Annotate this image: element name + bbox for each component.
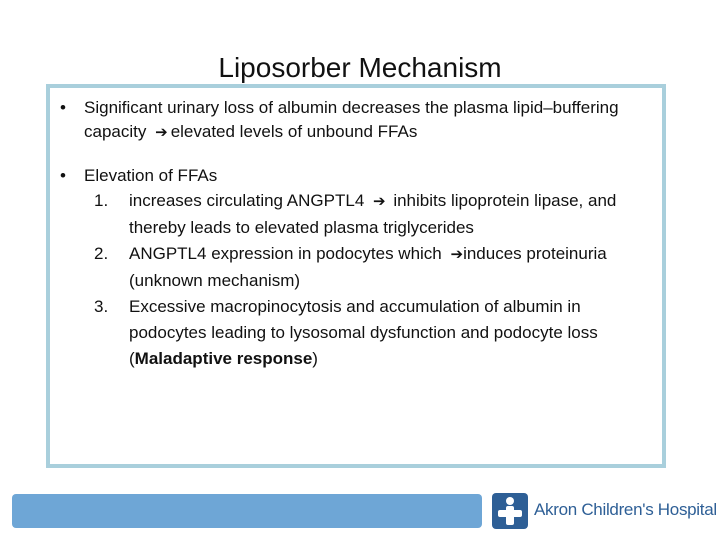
list-number: 2. (94, 244, 109, 263)
list-item (84, 241, 658, 294)
bullet-dot: • (60, 166, 66, 185)
list-item (84, 294, 658, 372)
list-text-end: induces proteinuria (unknown mechanism) (129, 244, 607, 290)
list-number: 3. (94, 297, 109, 316)
bullet-item (50, 164, 662, 372)
list-text-start: Excessive macropinocytosis and accumulation of albumin in podocytes leading to lysosomal dysfunction and podocyte loss ( (129, 297, 598, 368)
arrow-right-icon: ➔ (155, 124, 168, 141)
footer-bar (12, 494, 482, 528)
list-item (84, 188, 658, 241)
bullet-text-end: elevated levels of unbound FFAs (170, 122, 418, 141)
emphasis-text: Maladaptive response (134, 349, 313, 368)
list-text-end: ) (312, 349, 318, 368)
slide-title: Liposorber Mechanism (218, 52, 502, 83)
hospital-logo (492, 493, 717, 529)
hospital-name: Akron Children's Hospital (534, 500, 717, 519)
list-text-start: ANGPTL4 expression in podocytes which (129, 244, 442, 263)
bullet-text-start: Significant urinary loss of albumin decreases the plasma lipid–buffering capacity (84, 98, 619, 141)
arrow-right-icon: ➔ (450, 246, 464, 263)
arrow-right-icon: ➔ (373, 193, 386, 210)
hospital-cross-figure-icon (492, 493, 528, 529)
bullet-list (50, 96, 662, 372)
content-box (46, 84, 666, 468)
list-text-end: inhibits lipoprotein lipase, and thereby leads to elevated plasma triglycerides (129, 191, 617, 237)
numbered-list (84, 188, 658, 372)
list-text-start: increases circulating ANGPTL4 (129, 191, 365, 210)
bullet-text: Elevation of FFAs (84, 166, 218, 185)
bullet-item (50, 96, 662, 145)
bullet-dot: • (60, 98, 66, 117)
list-number: 1. (94, 191, 109, 210)
